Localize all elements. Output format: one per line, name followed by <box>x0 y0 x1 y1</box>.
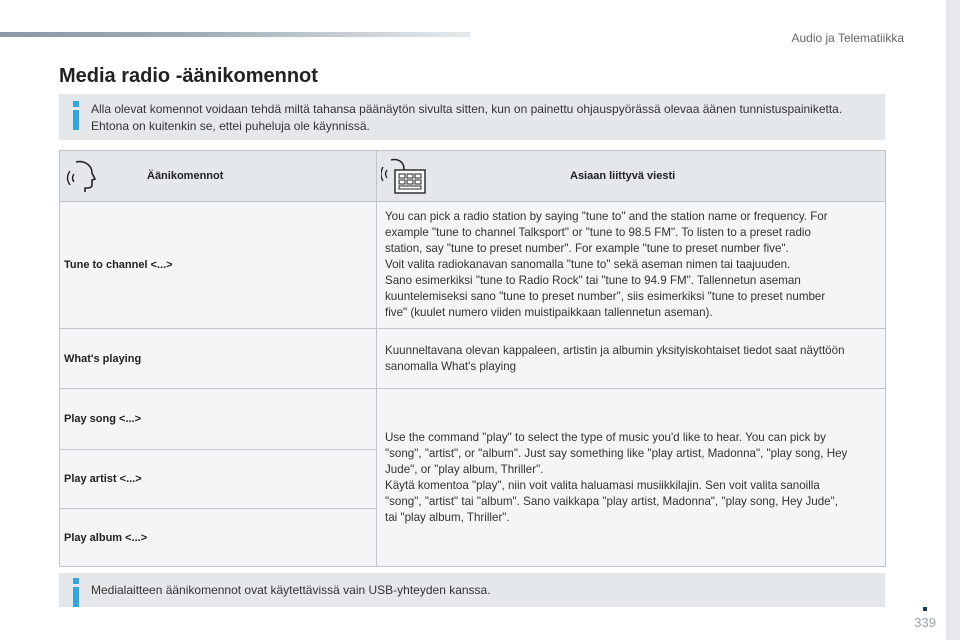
command-description <box>377 389 885 566</box>
description-line: "song", "artist" tai "album". Sano vaikkapa "play artist, Madonna", "play song, Hey Jude", <box>385 494 838 508</box>
description-line: five" (kuulet numero viiden muistipaikkaan tallennetun aseman). <box>385 306 713 319</box>
command-whats-playing: What's playing <box>60 329 377 388</box>
command-description <box>377 202 885 328</box>
voice-head-icon <box>66 159 100 193</box>
voice-command-table <box>59 150 886 567</box>
section-label: Audio ja Telematiikka <box>791 31 904 45</box>
info-note-line: Alla olevat komennot voidaan tehdä miltä tahansa päänäytön sivulta sitten, kun on painettu ohjauspyörässä olevaa äänen tunnistuspainiketta. <box>91 102 843 116</box>
table-header-label: Äänikomennot <box>147 170 224 182</box>
command-description <box>377 329 885 388</box>
table-header-label: Asiaan liittyvä viesti <box>570 170 676 182</box>
info-icon <box>73 578 79 608</box>
description-line: kuuntelemiseksi sano "tune to preset number", siis esimerkiksi "tune to preset number <box>385 290 826 303</box>
description-line: Sano esimerkiksi "tune to Radio Rock" tai "tune to 94.9 FM". Tallennetun aseman <box>385 274 801 287</box>
info-note-bottom <box>59 573 885 607</box>
description-line: "song", "artist", or "album". Just say something like "play artist, Madonna", "play song, Hey <box>385 446 848 460</box>
description-line: tai "play album, Thriller". <box>385 510 510 524</box>
description-line: sanomalla What's playing <box>385 359 517 373</box>
description-line: example "tune to channel Talksport" or "tune to 98.5 FM". To listen to a preset radio <box>385 226 811 239</box>
description-line: Voit valita radiokanavan sanomalla "tune to" sekä aseman nimen tai taajuuden. <box>385 258 791 271</box>
voice-keypad-icon <box>381 157 429 195</box>
page-title: Media radio -äänikomennot <box>59 65 318 87</box>
page-marker <box>923 607 927 611</box>
description-line: Kuunneltavana olevan kappaleen, artistin ja albumin yksityiskohtaiset tiedot saat näyttöön <box>385 343 845 357</box>
page-number: 339 <box>914 615 936 630</box>
info-note-line: Medialaitteen äänikomennot ovat käytettävissä vain USB-yhteyden kanssa. <box>91 583 491 597</box>
description-line: station, say "tune to preset number". For example "tune to preset number five". <box>385 242 789 255</box>
command-tune-to-channel: Tune to channel <...> <box>60 202 377 328</box>
info-note-top <box>59 94 885 140</box>
description-line: You can pick a radio station by saying "tune to" and the station name or frequency. For <box>385 210 828 223</box>
page-edge-stripe <box>946 0 960 640</box>
info-note-line: Ehtona on kuitenkin se, ettei puheluja ole käynnissä. <box>91 119 370 133</box>
command-play-album: Play album <...> <box>60 509 377 566</box>
info-icon <box>73 101 79 131</box>
table-header-commands <box>60 151 377 201</box>
command-play-song: Play song <...> <box>60 389 377 449</box>
description-line: Jude", or "play album, Thriller". <box>385 462 544 476</box>
description-line: Use the command "play" to select the type of music you'd like to hear. You can pick by <box>385 430 826 444</box>
command-play-artist: Play artist <...> <box>60 450 377 508</box>
header-rule <box>0 32 470 37</box>
table-header-messages <box>377 151 885 201</box>
description-line: Käytä komentoa "play", niin voit valita haluamasi musiikkilajin. Sen voit valita sanoilla <box>385 478 820 492</box>
